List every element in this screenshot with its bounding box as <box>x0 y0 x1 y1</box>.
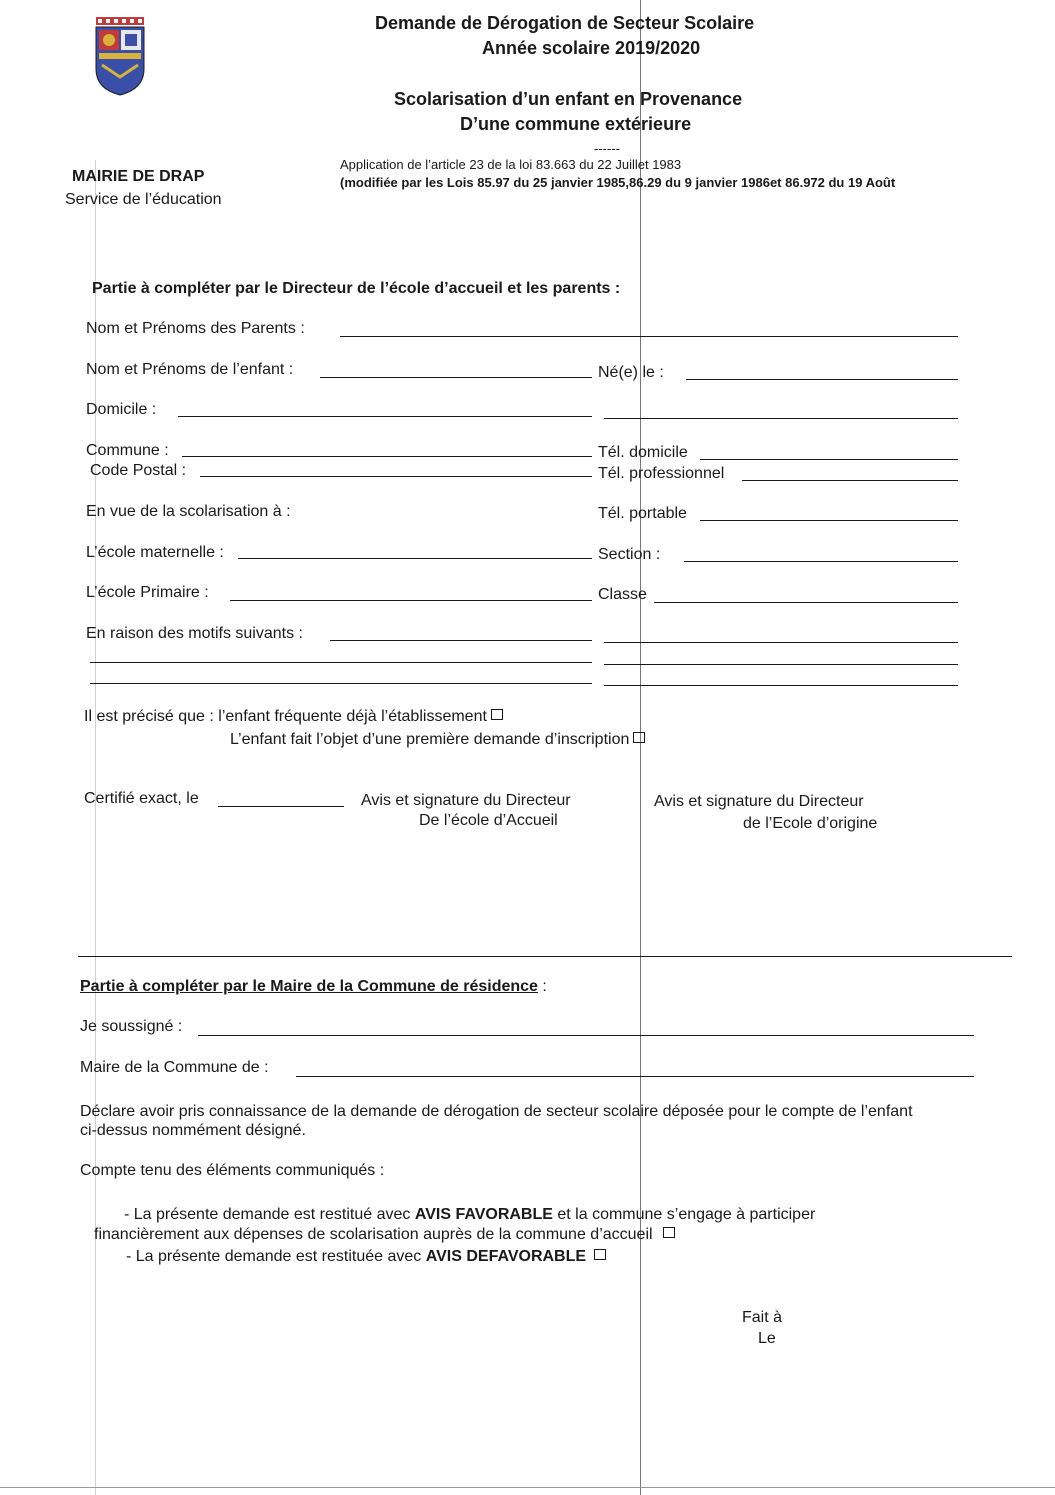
defavorable-checkbox[interactable] <box>594 1249 606 1260</box>
favorable-row2 <box>94 1226 675 1244</box>
motifs-label: En raison des motifs suivants : <box>86 625 303 642</box>
domicile-field-continued[interactable] <box>604 418 958 419</box>
defavorable-pre: - La présente demande est restituée avec <box>126 1248 426 1265</box>
tel-pro-label: Tél. professionnel <box>598 465 725 482</box>
maternelle-field[interactable] <box>238 558 592 559</box>
already-enrolled-checkbox[interactable] <box>491 709 503 720</box>
town-crest-logo <box>92 15 148 97</box>
form-subtitle-1: Scolarisation d’un enfant en Provenance <box>394 89 743 109</box>
law-reference-2: (modifiée par les Lois 85.97 du 25 janvier 1985,86.29 du 9 janvier 1986et 86.972 du 19 Août <box>340 175 896 190</box>
form-title: Demande de Dérogation de Secteur Scolaire <box>375 13 755 33</box>
commune-label: Commune : <box>86 442 169 459</box>
maternelle-label: L’école maternelle : <box>86 544 224 561</box>
precise-label: Il est précisé que : l’enfant fréquente déjà l’établissement <box>84 708 487 725</box>
part1-heading: Partie à compléter par le Directeur de l’école d’accueil et les parents : <box>92 280 621 297</box>
first-request-checkbox[interactable] <box>633 732 645 743</box>
le-label: Le <box>758 1330 776 1347</box>
fait-a-label: Fait à <box>742 1309 783 1326</box>
law-reference-1: Application de l’article 23 de la loi 83.663 du 22 Juillet 1983 <box>340 157 682 172</box>
tel-portable-field[interactable] <box>700 520 958 521</box>
classe-field[interactable] <box>654 602 958 603</box>
scolarisation-label: En vue de la scolarisation à : <box>86 503 291 520</box>
soussigne-label: Je soussigné : <box>80 1018 183 1035</box>
defavorable-bold: AVIS DEFAVORABLE <box>425 1248 587 1265</box>
favorable-post: et la commune s’engage à participer <box>552 1206 816 1223</box>
certifie-label: Certifié exact, le <box>84 790 199 807</box>
motifs-field-2[interactable] <box>90 662 592 663</box>
postal-code-field[interactable] <box>200 476 592 477</box>
declare-line1: Déclare avoir pris connaissance de la demande de dérogation de secteur scolaire déposée pour le compte de l’enfant <box>80 1103 913 1120</box>
favorable-bold: AVIS FAVORABLE <box>414 1206 553 1223</box>
postal-code-label: Code Postal : <box>90 462 187 479</box>
mairie-name: MAIRIE DE DRAP <box>72 168 205 185</box>
birth-date-label: Né(e) le : <box>598 364 664 381</box>
motifs-field-1[interactable] <box>330 640 592 641</box>
primaire-field[interactable] <box>230 600 592 601</box>
premiere-label: L’enfant fait l’objet d’une première demande d’inscription <box>230 731 630 748</box>
part2-heading: Partie à compléter par le Maire de la Commune de résidence <box>80 978 538 995</box>
part2-heading-row <box>80 978 547 996</box>
classe-label: Classe <box>598 586 647 603</box>
tel-domicile-label: Tél. domicile <box>598 444 688 461</box>
soussigne-field[interactable] <box>198 1035 974 1036</box>
favorable-checkbox[interactable] <box>663 1227 675 1238</box>
section-field[interactable] <box>684 561 958 562</box>
parents-name-label: Nom et Prénoms des Parents : <box>86 320 305 337</box>
maire-commune-label: Maire de la Commune de : <box>80 1059 269 1076</box>
tel-pro-field[interactable] <box>742 480 958 481</box>
motifs-field-2b[interactable] <box>604 664 958 665</box>
premiere-row <box>230 731 645 749</box>
part2-heading-colon: : <box>537 978 547 995</box>
service-name: Service de l’éducation <box>65 191 222 208</box>
section-divider <box>78 956 1012 957</box>
scan-bottom-line <box>0 1487 1055 1488</box>
parents-name-field[interactable] <box>340 336 958 337</box>
header-dashes: ------ <box>594 141 620 156</box>
favorable-line2: financièrement aux dépenses de scolarisation auprès de la commune d’accueil <box>94 1226 653 1243</box>
section-label: Section : <box>598 546 661 563</box>
defavorable-row <box>126 1248 606 1266</box>
avis-origine-line1: Avis et signature du Directeur <box>654 793 864 810</box>
declare-line2: ci-dessus nommément désigné. <box>80 1122 306 1139</box>
avis-accueil-line2: De l’école d’Accueil <box>419 812 558 829</box>
motifs-field-3b[interactable] <box>604 685 958 686</box>
child-name-field[interactable] <box>320 377 592 378</box>
child-name-label: Nom et Prénoms de l’enfant : <box>86 361 294 378</box>
favorable-row <box>124 1206 815 1224</box>
domicile-label: Domicile : <box>86 401 157 418</box>
commune-field[interactable] <box>182 456 592 457</box>
primaire-label: L’école Primaire : <box>86 584 209 601</box>
domicile-field[interactable] <box>178 416 592 417</box>
motifs-field-1b[interactable] <box>604 642 958 643</box>
avis-origine-line2: de l’Ecole d’origine <box>743 815 878 832</box>
precise-row <box>84 708 503 726</box>
compte-tenu: Compte tenu des éléments communiqués : <box>80 1162 385 1179</box>
favorable-pre: - La présente demande est restitué avec <box>124 1206 415 1223</box>
motifs-field-3[interactable] <box>90 683 592 684</box>
tel-portable-label: Tél. portable <box>598 505 687 522</box>
tel-domicile-field[interactable] <box>700 459 958 460</box>
maire-commune-field[interactable] <box>296 1076 974 1077</box>
form-subtitle-2: D’une commune extérieure <box>460 114 692 134</box>
certifie-date-field[interactable] <box>218 806 344 807</box>
school-year: Année scolaire 2019/2020 <box>482 38 701 58</box>
avis-accueil-line1: Avis et signature du Directeur <box>361 792 571 809</box>
birth-date-field[interactable] <box>686 379 958 380</box>
